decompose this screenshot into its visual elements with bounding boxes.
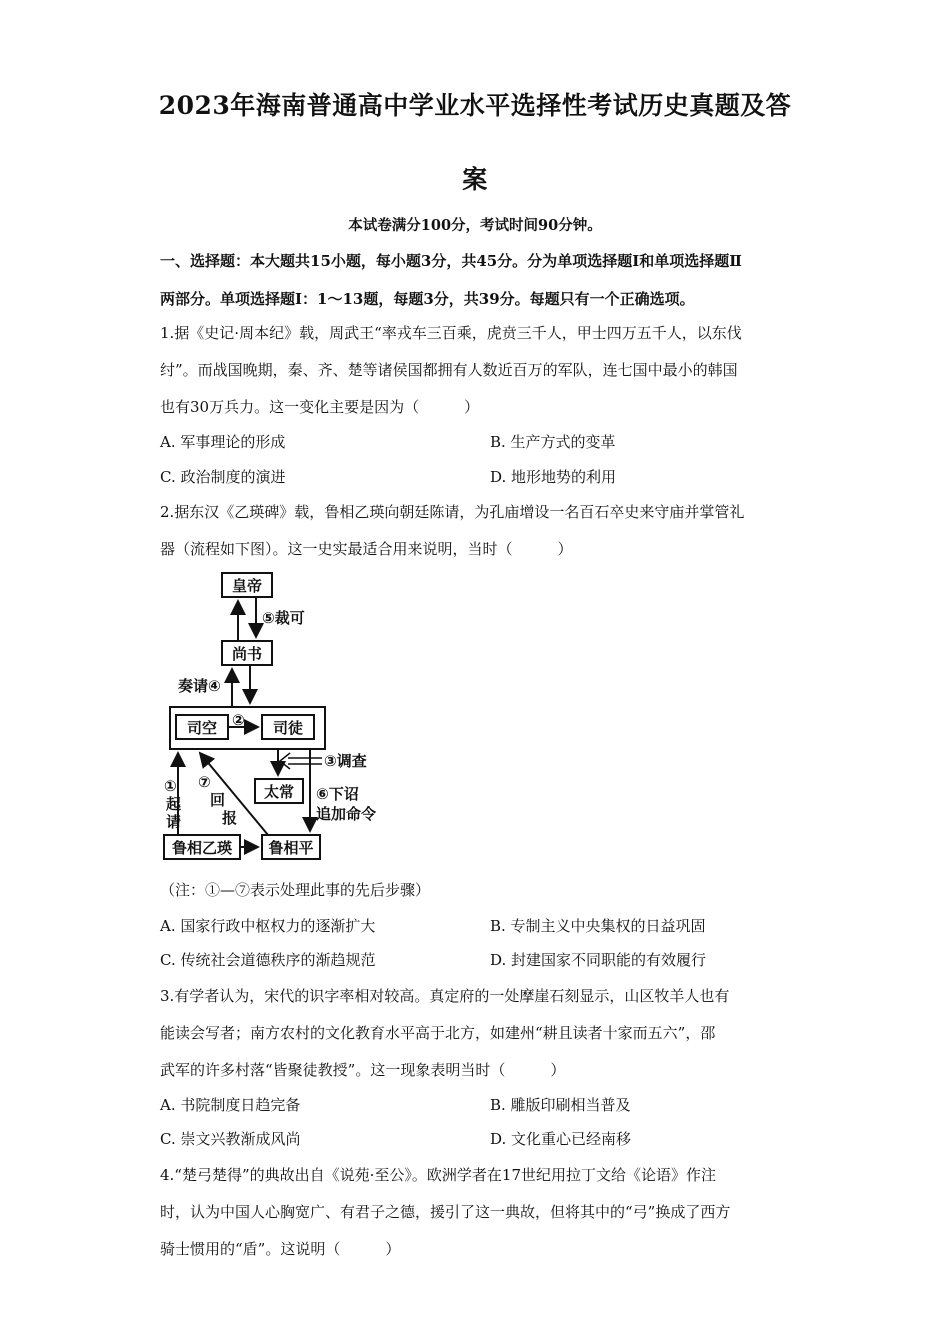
node-shangshu: 尚书 — [231, 645, 263, 663]
label-step1-a: 起 — [166, 795, 182, 813]
q3-option-a[interactable]: A. 书院制度日趋完备 — [160, 1096, 301, 1114]
page-title-continued: 案 — [462, 165, 488, 194]
label-step4: 奏请④ — [178, 677, 221, 695]
process-flow-diagram — [160, 565, 400, 865]
section-heading-line1: 一、选择题：本大题共15小题，每小题3分，共45分。分为单项选择题Ⅰ和单项选择题Ⅱ — [160, 252, 742, 270]
q3-option-c[interactable]: C. 崇文兴教渐成风尚 — [160, 1130, 301, 1148]
q1-option-d[interactable]: D. 地形地势的利用 — [490, 468, 617, 486]
label-step7-b: 报 — [222, 809, 238, 827]
q4-text-line3: 骑士惯用的“盾”。这说明（ ） — [160, 1240, 401, 1258]
q1-text-line1: 1.据《史记·周本纪》载，周武王“率戎车三百乘，虎贲三千人，甲士四万五千人，以东伐 — [160, 324, 742, 342]
q3-option-d[interactable]: D. 文化重心已经南移 — [490, 1130, 632, 1148]
q2-text-line1: 2.据东汉《乙瑛碑》载，鲁相乙瑛向朝廷陈请，为孔庙增设一名百石卒史来守庙并掌管礼 — [160, 503, 745, 521]
q1-text-line3: 也有30万兵力。这一变化主要是因为（ ） — [160, 398, 480, 416]
node-luxiang-yiying: 鲁相乙瑛 — [171, 839, 233, 857]
label-step5: ⑤裁可 — [262, 609, 305, 627]
q2-option-b[interactable]: B. 专制主义中央集权的日益巩固 — [490, 917, 706, 935]
q3-text-line1: 3.有学者认为，宋代的识字率相对较高。真定府的一处摩崖石刻显示，山区牧羊人也有 — [160, 987, 730, 1005]
node-luxiang-ping: 鲁相平 — [268, 839, 314, 857]
label-step3: ③调查 — [324, 752, 367, 770]
label-step7-num: ⑦ — [198, 773, 211, 791]
q1-option-a[interactable]: A. 军事理论的形成 — [160, 433, 286, 451]
q2-note: （注：①—⑦表示处理此事的先后步骤） — [160, 881, 431, 899]
page-title: 2023年海南普通高中学业水平选择性考试历史真题及答 — [158, 91, 792, 120]
q1-option-c[interactable]: C. 政治制度的演进 — [160, 468, 286, 486]
label-step2: ② — [232, 711, 245, 729]
q2-option-a[interactable]: A. 国家行政中枢权力的逐渐扩大 — [160, 917, 376, 935]
section-heading-line2: 两部分。单项选择题Ⅰ：1～13题，每题3分，共39分。每题只有一个正确选项。 — [160, 290, 695, 308]
label-step7-a: 回 — [210, 791, 226, 809]
q2-option-c[interactable]: C. 传统社会道德秩序的渐趋规范 — [160, 951, 376, 969]
q3-text-line2: 能读会写者；南方农村的文化教育水平高于北方，如建州“耕且读者十家而五六”，邵 — [160, 1024, 716, 1042]
label-step6-a: ⑥下诏 — [316, 785, 359, 803]
q2-option-d[interactable]: D. 封建国家不同职能的有效履行 — [490, 951, 707, 969]
q3-text-line3: 武军的许多村落“皆聚徒教授”。这一现象表明当时（ ） — [160, 1061, 566, 1079]
exam-info: 本试卷满分100分，考试时间90分钟。 — [348, 217, 602, 234]
label-step1-b: 请 — [166, 813, 182, 831]
q2-text-line2: 器（流程如下图）。这一史实最适合用来说明，当时（ ） — [160, 540, 573, 558]
q4-text-line2: 时，认为中国人心胸宽广、有君子之德，援引了这一典故，但将其中的“弓”换成了西方 — [160, 1203, 731, 1221]
q4-text-line1: 4.“楚弓楚得”的典故出自《说苑·至公》。欧洲学者在17世纪用拉丁文给《论语》作注 — [160, 1166, 717, 1184]
node-taichang: 太常 — [263, 783, 295, 801]
node-sikong: 司空 — [186, 719, 218, 737]
q1-text-line2: 纣”。而战国晚期，秦、齐、楚等诸侯国都拥有人数近百万的军队，连七国中最小的韩国 — [160, 361, 738, 379]
label-step6-b: 追加命令 — [316, 805, 377, 823]
node-situ: 司徒 — [272, 719, 304, 737]
label-step1-num: ① — [164, 777, 177, 795]
q3-option-b[interactable]: B. 雕版印刷相当普及 — [490, 1096, 631, 1114]
node-emperor: 皇帝 — [231, 577, 263, 595]
q1-option-b[interactable]: B. 生产方式的变革 — [490, 433, 616, 451]
